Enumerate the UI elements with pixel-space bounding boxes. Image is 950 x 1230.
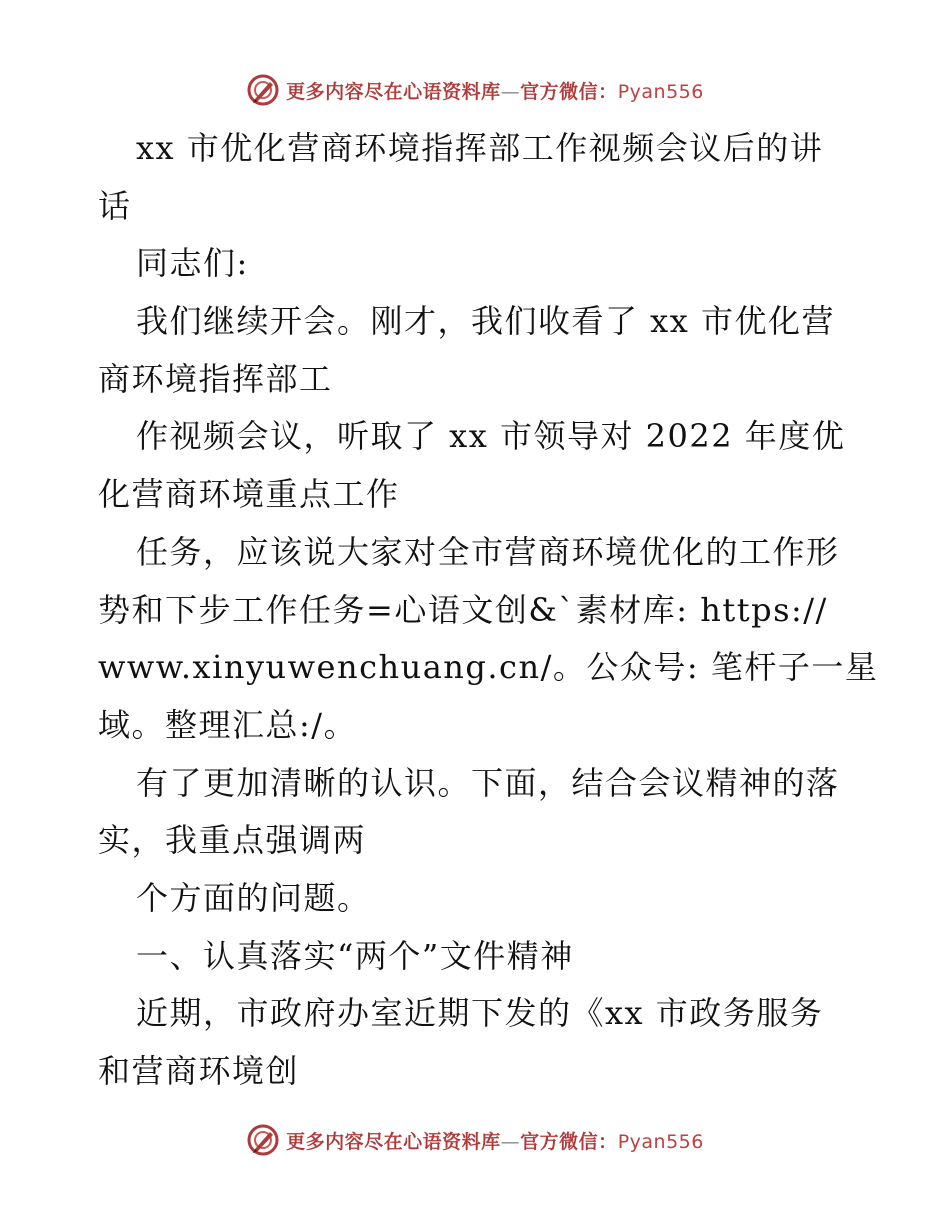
text-line: 个方面的问题。: [136, 878, 371, 917]
banner-wechat-id: Pyan556: [617, 80, 704, 103]
banner-main-text: 更多内容尽在心语资料库: [286, 80, 501, 103]
text-line: 我们继续开会。刚才，我们收看了 xx 市优化营: [136, 302, 835, 341]
text-line: 化营商环境重点工作: [98, 475, 400, 514]
text-line: 一、认真落实“两个”文件精神: [136, 936, 574, 975]
banner-text: [286, 77, 704, 104]
text-line: www.xinyuwenchuang.cn/。公众号: 笔杆子一星: [98, 648, 879, 687]
banner-separator: —: [500, 1130, 521, 1153]
header-watermark-banner: [0, 70, 950, 110]
text-line: 任务，应该说大家对全市营商环境优化的工作形: [136, 532, 840, 571]
text-line: 商环境指挥部工: [98, 359, 333, 398]
banner-separator: —: [500, 80, 521, 103]
text-line: 势和下步工作任务=心语文创&`素材库: https://: [98, 590, 828, 629]
text-line: 同志们:: [136, 244, 249, 283]
text-line: 域。整理汇总:/。: [98, 705, 358, 744]
text-line: 近期，市政府办室近期下发的《xx 市政务服务: [136, 994, 824, 1033]
banner-main-text: 更多内容尽在心语资料库: [286, 1130, 501, 1153]
pen-logo-icon: [246, 73, 280, 107]
banner-text: [286, 1127, 704, 1154]
footer-watermark-banner: [0, 1120, 950, 1160]
text-line: xx 市优化营商环境指挥部工作视频会议后的讲: [136, 129, 824, 167]
banner-wechat-label: 官方微信：: [520, 80, 618, 103]
text-line: 有了更加清晰的认识。下面，结合会议精神的落: [136, 763, 840, 802]
text-line: 话: [98, 186, 132, 225]
text-line: 作视频会议，听取了 xx 市领导对 2022 年度优: [136, 417, 846, 456]
pen-logo-icon: [246, 1123, 280, 1157]
document-body: [98, 120, 879, 1101]
banner-wechat-id: Pyan556: [617, 1130, 704, 1153]
banner-wechat-label: 官方微信：: [520, 1130, 618, 1153]
text-line: 实，我重点强调两: [98, 821, 367, 860]
text-line: 和营商环境创: [98, 1052, 300, 1090]
